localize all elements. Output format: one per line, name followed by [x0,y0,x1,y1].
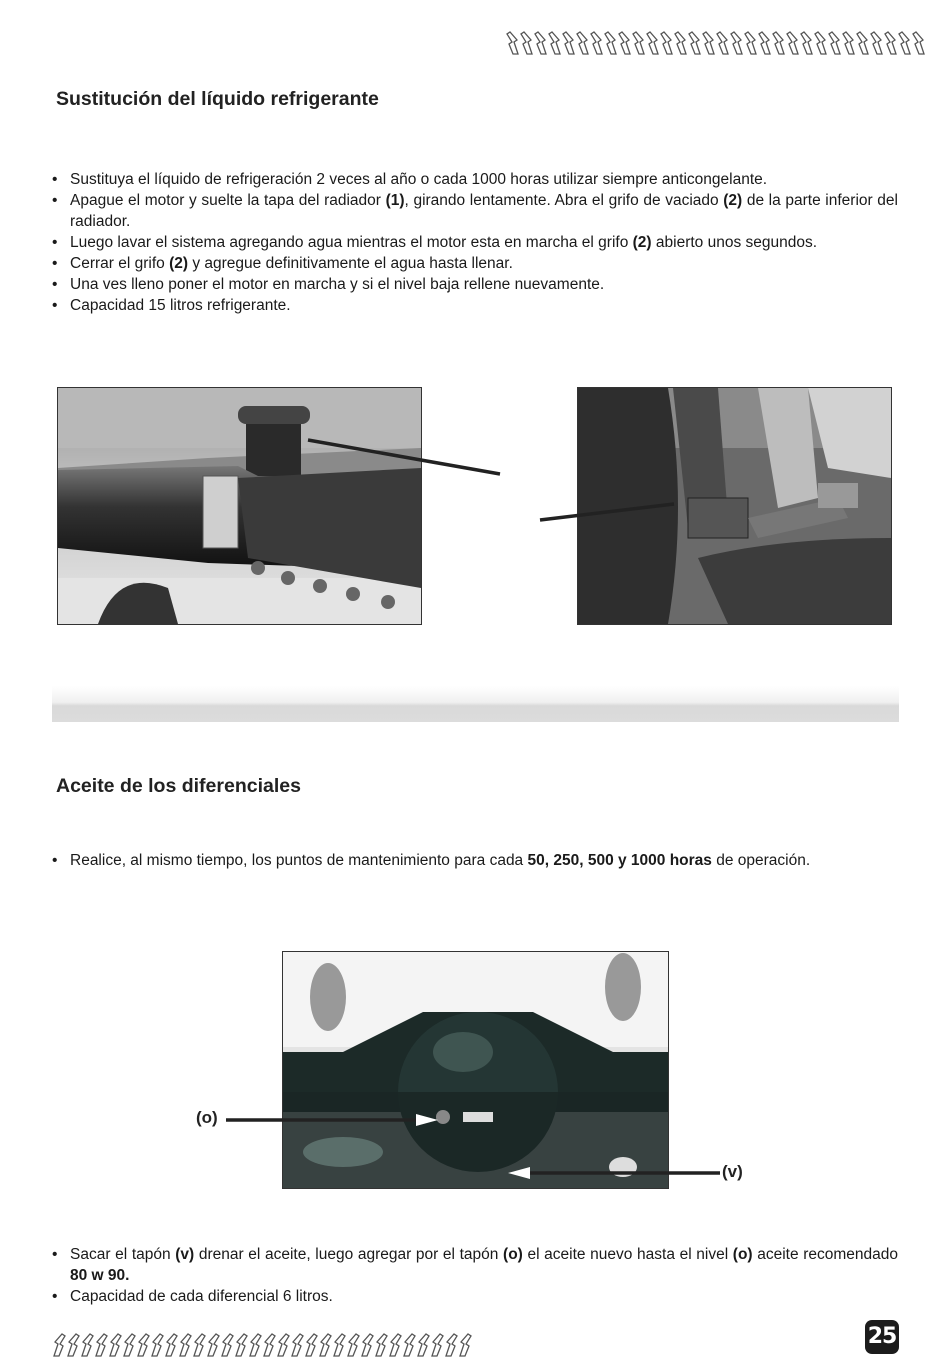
differential-instructions-list [52,850,898,871]
label-drain-plug-v: (v) [722,1162,743,1181]
bullet-text: Apague el motor y suelte la tapa del radiador [70,192,386,209]
bullet-item [52,274,898,295]
tread-mark [278,1334,289,1356]
arrow-to-radiator-cap [308,440,500,474]
bullet-text: 50, 250, 500 y 1000 horas [527,852,712,869]
tread-mark [82,1334,93,1356]
tire-tread-decoration-top [500,28,930,58]
bullet-text: el aceite nuevo hasta el nivel [522,1246,733,1263]
tread-mark [250,1334,261,1356]
bullet-text: (1) [385,192,405,209]
bullet-text: Sustituya el líquido de refrigeración 2 veces al año o cada 1000 horas utilizar siempre anticongelante. [70,171,768,188]
bullet-item [52,232,898,253]
oil-change-instructions-list [52,1244,898,1307]
section-title-coolant: Sustitución del líquido refrigerante [56,88,379,110]
tread-mark [843,32,854,54]
coolant-instructions-list [52,169,898,316]
tread-mark [152,1334,163,1356]
tread-mark [110,1334,121,1356]
tread-mark [264,1334,275,1356]
differential-photo [282,951,669,1189]
tread-mark [619,32,630,54]
tread-mark [773,32,784,54]
tread-mark [208,1334,219,1356]
arrow-to-drain-plug [505,1163,720,1183]
bullet-text: Capacidad de cada diferencial 6 litros. [70,1288,333,1305]
tire-tread-decoration-bottom [48,1330,478,1360]
bullet-text: abierto unos segundos. [651,234,818,251]
tread-mark [591,32,602,54]
tread-mark [605,32,616,54]
bullet-item [52,850,898,871]
tread-mark [563,32,574,54]
tread-mark [507,32,518,54]
tread-mark [124,1334,135,1356]
tread-mark [362,1334,373,1356]
tread-mark [899,32,910,54]
tread-mark [857,32,868,54]
tread-mark [759,32,770,54]
tread-mark [717,32,728,54]
bullet-text: (2) [169,255,189,272]
bullet-text: de la parte inferior del radiador. [70,192,898,230]
bullet-text: drenar el aceite, luego agregar por el tapón [194,1246,504,1263]
tread-mark [689,32,700,54]
tread-mark [745,32,756,54]
tread-mark [787,32,798,54]
callout-arrows [300,430,680,530]
tread-mark [68,1334,79,1356]
tread-mark [731,32,742,54]
bullet-text: Una ves lleno poner el motor en marcha y si el nivel baja rellene nuevamente. [70,276,605,293]
tread-mark [334,1334,345,1356]
tread-mark [460,1334,471,1356]
label-fill-plug-o: (o) [196,1108,218,1127]
tread-mark [577,32,588,54]
tread-mark [703,32,714,54]
tread-mark [320,1334,331,1356]
tread-mark [913,32,924,54]
tread-mark [549,32,560,54]
bullet-text: de operación. [711,852,811,869]
arrow-to-fill-plug [226,1110,446,1130]
tread-mark [647,32,658,54]
bullet-text: Cerrar el grifo [70,255,170,272]
section-title-differential-oil: Aceite de los diferenciales [56,775,301,797]
bullet-text: (v) [175,1246,195,1263]
tread-mark [801,32,812,54]
tread-mark [404,1334,415,1356]
tread-mark [180,1334,191,1356]
bullet-text: , girando lentamente. Abra el grifo de vaciado [404,192,724,209]
bullet-text: (2) [723,192,743,209]
tread-mark [54,1334,65,1356]
tread-mark [166,1334,177,1356]
tread-mark [418,1334,429,1356]
tread-mark [815,32,826,54]
bullet-item [52,1244,898,1286]
tread-mark [633,32,644,54]
tread-mark [292,1334,303,1356]
bullet-text: 80 w 90. [70,1267,130,1284]
tread-mark [222,1334,233,1356]
bullet-text: Luego lavar el sistema agregando agua mientras el motor esta en marcha el grifo [70,234,633,251]
section-divider-bar [52,686,899,722]
bullet-text: Sacar el tapón [70,1246,176,1263]
tread-mark [376,1334,387,1356]
bullet-text: Realice, al mismo tiempo, los puntos de mantenimiento para cada [70,852,528,869]
bullet-text: (o) [732,1246,753,1263]
tread-mark [871,32,882,54]
bullet-text: (o) [503,1246,523,1263]
tread-mark [661,32,672,54]
tread-mark [348,1334,359,1356]
page-number: 25 [865,1320,899,1354]
tread-mark [138,1334,149,1356]
tread-mark [535,32,546,54]
tread-mark [829,32,840,54]
bullet-item [52,169,898,190]
bullet-text: (2) [632,234,652,251]
bullet-item [52,295,898,316]
tread-mark [521,32,532,54]
bullet-item [52,1286,898,1307]
arrow-to-drain-valve [540,504,674,520]
bullet-item [52,190,898,232]
tread-mark [885,32,896,54]
tread-mark [96,1334,107,1356]
bullet-text: y agregue definitivamente el agua hasta llenar. [188,255,513,272]
tread-mark [306,1334,317,1356]
bullet-item [52,253,898,274]
tread-mark [675,32,686,54]
bullet-text: Capacidad 15 litros refrigerante. [70,297,291,314]
tread-mark [390,1334,401,1356]
tread-mark [432,1334,443,1356]
tread-mark [194,1334,205,1356]
bullet-text: aceite recomendado [752,1246,899,1263]
tread-mark [236,1334,247,1356]
tread-mark [446,1334,457,1356]
